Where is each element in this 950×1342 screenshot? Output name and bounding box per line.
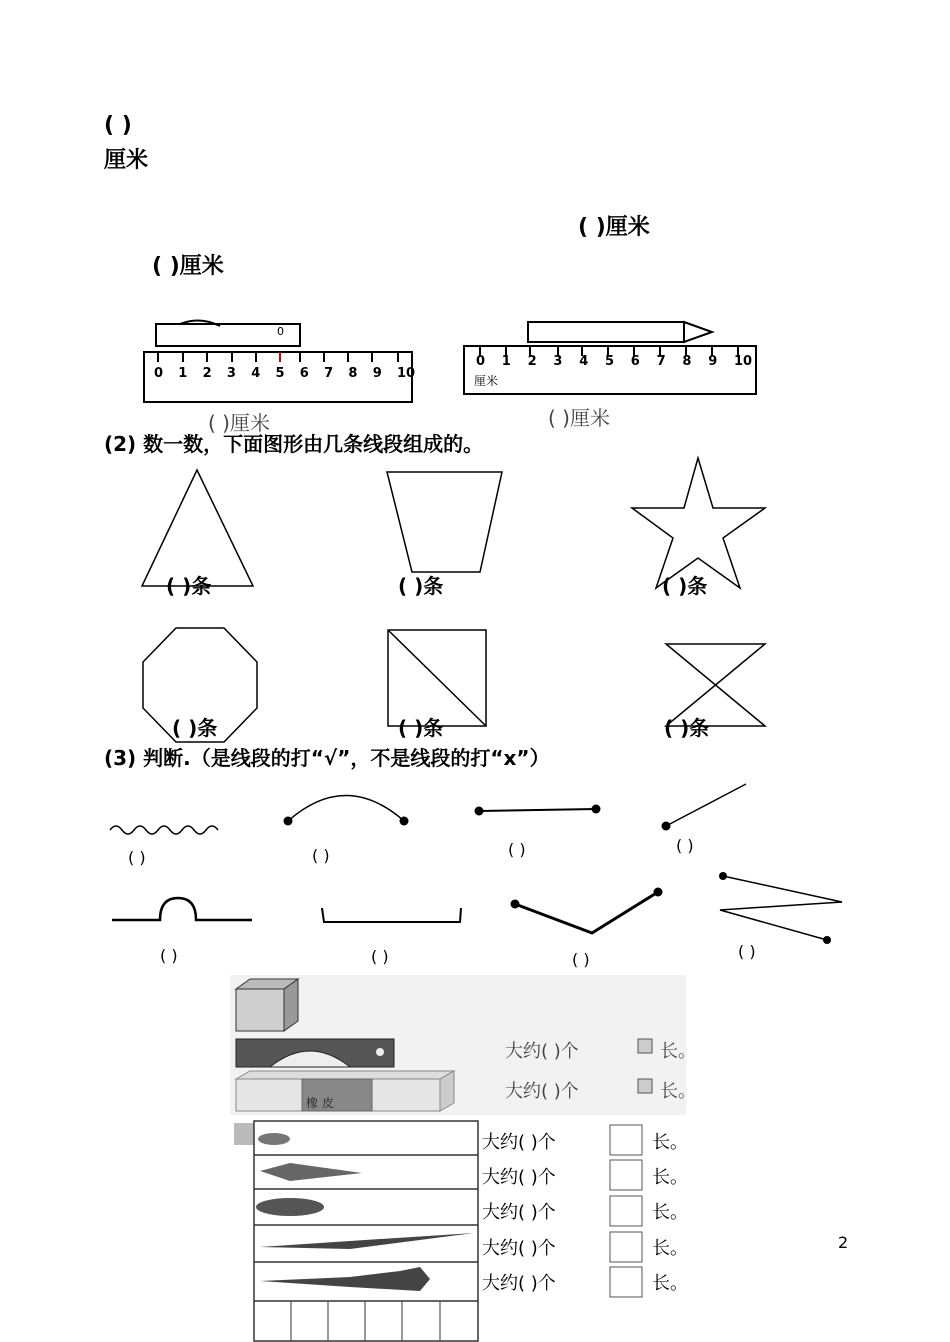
shapes-figure	[0, 450, 950, 750]
shape-answer-star: ( )条	[662, 574, 708, 598]
judge-answer-5: ( )	[160, 946, 178, 965]
judge-answer-3: ( )	[508, 840, 526, 859]
judge-answer-1: ( )	[128, 848, 146, 867]
judge-answer-8: ( )	[738, 942, 756, 961]
top-unit: 厘米	[104, 148, 149, 173]
table-row-2-unit: 长。	[652, 1167, 688, 1188]
table-row-1-text: 大约( )个	[482, 1132, 556, 1153]
right-ruler-tick-label: 1	[501, 354, 511, 369]
right-ruler-tick-label: 10	[734, 354, 753, 369]
left-answer-blank: ( )厘米	[152, 254, 224, 279]
measure-row-2: 大约( )个	[505, 1081, 579, 1102]
left-ruler-tick-label: 0	[154, 366, 164, 381]
shape-answer-octagon: ( )条	[172, 716, 218, 740]
left-ruler-tick-label: 7	[324, 366, 334, 381]
left-ruler-tick-label: 9	[372, 366, 382, 381]
shape-answer-square: ( )条	[398, 716, 444, 740]
top-paren: ( )	[104, 113, 132, 138]
table-row-5-unit: 长。	[652, 1273, 688, 1294]
left-ruler-tick-label: 1	[178, 366, 188, 381]
right-ruler-tick-label: 0	[476, 354, 486, 369]
right-ruler-answer: ( )厘米	[548, 406, 610, 430]
eraser-label-2: 橡 皮	[306, 1096, 334, 1110]
table-row-3-unit: 长。	[652, 1202, 688, 1223]
right-ruler-tick-label: 6	[630, 354, 640, 369]
judge-answer-4: ( )	[676, 836, 694, 855]
left-ruler-tick-label: 5	[275, 366, 285, 381]
right-ruler-tick-label: 7	[656, 354, 666, 369]
section3-heading: (3) 判断.（是线段的打“√”，不是线段的打“x”）	[104, 746, 550, 770]
measure-row-1: 大约( )个	[505, 1041, 579, 1062]
judge-answer-6: ( )	[371, 947, 389, 966]
measurement-figure	[230, 975, 690, 1342]
page-number: 2	[838, 1233, 849, 1252]
right-ruler-tick-label: 8	[682, 354, 692, 369]
right-ruler-tick-label: 9	[708, 354, 718, 369]
table-row-2-text: 大约( )个	[482, 1167, 556, 1188]
measure-row-2-unit: 长。	[660, 1081, 696, 1102]
section2-heading: (2) 数一数，下面图形由几条线段组成的。	[104, 432, 484, 456]
left-ruler-tick-label: 2	[202, 366, 212, 381]
shape-answer-trapezoid: ( )条	[398, 574, 444, 598]
table-row-3-text: 大约( )个	[482, 1202, 556, 1223]
right-ruler-tick-label: 3	[553, 354, 563, 369]
left-ruler-tick-label: 6	[299, 366, 309, 381]
right-ruler-tick-label: 4	[579, 354, 589, 369]
shape-answer-hourglass: ( )条	[664, 716, 710, 740]
right-answer-blank: ( )厘米	[578, 215, 650, 240]
table-row-4-unit: 长。	[652, 1238, 688, 1259]
right-ruler-unit: 厘米	[474, 374, 499, 388]
measure-row-1-unit: 长。	[660, 1041, 696, 1062]
table-row-5-text: 大约( )个	[482, 1273, 556, 1294]
left-ruler-tick-label: 3	[226, 366, 236, 381]
judge-answer-7: ( )	[572, 950, 590, 969]
left-ruler-tick-label: 8	[348, 366, 358, 381]
eraser-label: 0	[277, 325, 284, 338]
judge-answer-2: ( )	[312, 846, 330, 865]
right-ruler-tick-label: 2	[527, 354, 537, 369]
left-ruler-tick-label: 10	[397, 366, 416, 381]
shape-answer-triangle: ( )条	[166, 574, 212, 598]
table-row-4-text: 大约( )个	[482, 1238, 556, 1259]
line-judgement-figure	[0, 780, 950, 970]
right-ruler-tick-label: 5	[605, 354, 615, 369]
left-ruler-tick-label: 4	[251, 366, 261, 381]
table-row-1-unit: 长。	[652, 1132, 688, 1153]
left-ruler-answer: ( )厘米	[208, 411, 270, 435]
